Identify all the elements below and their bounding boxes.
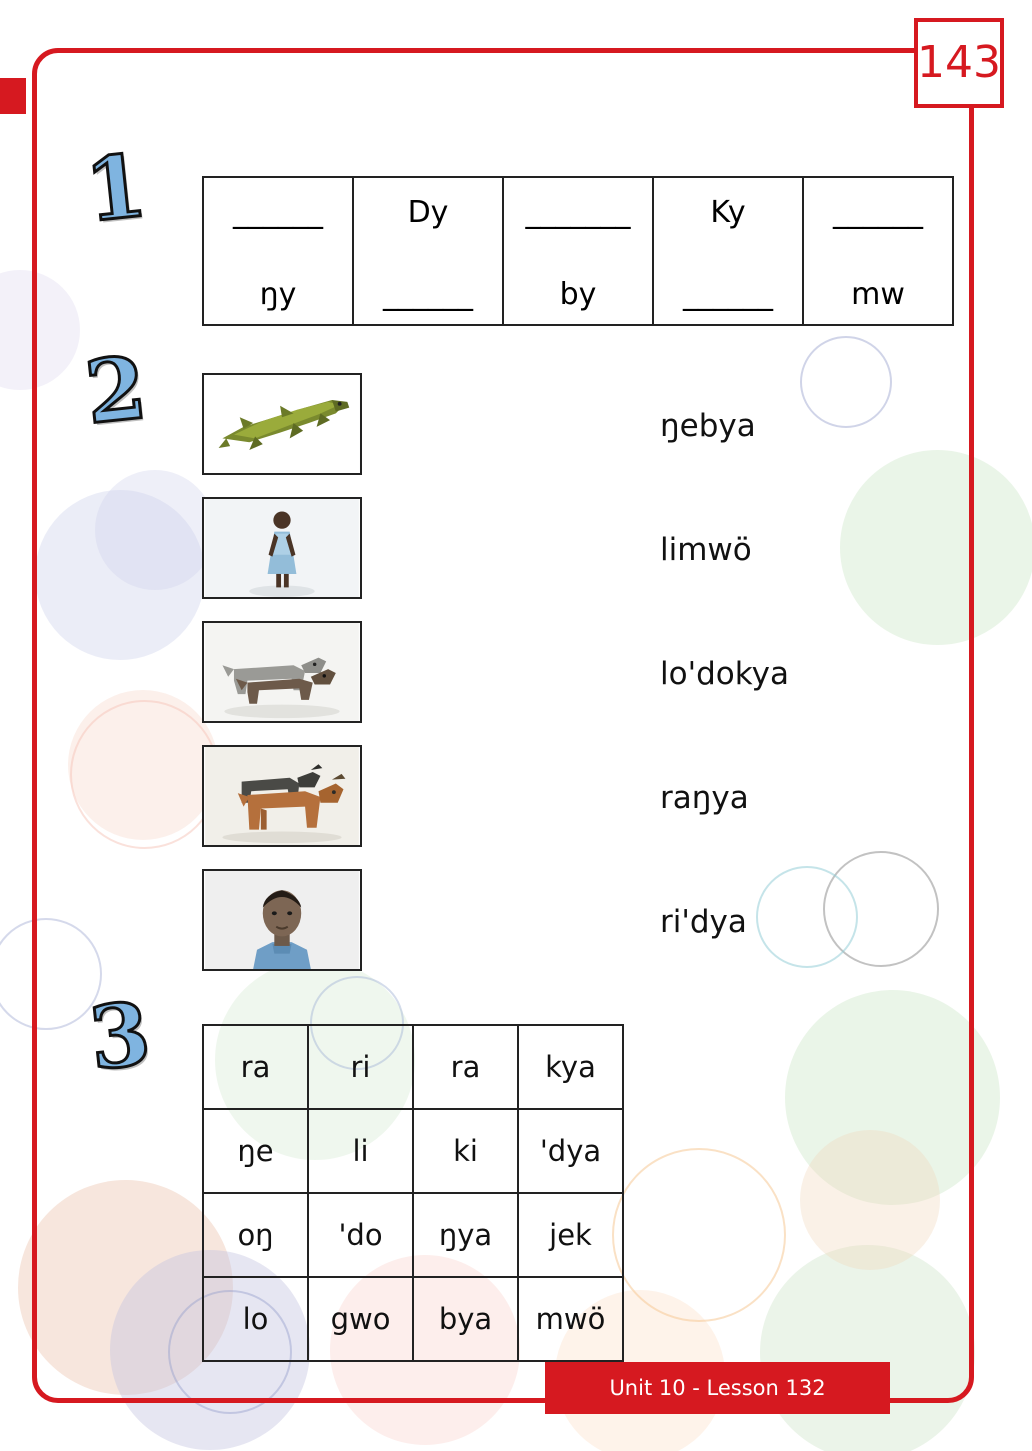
word-label: limwö [660,532,752,568]
syllable-cell: oŋ [203,1193,308,1277]
table-row [203,1025,623,1109]
syllable-cell: ri [308,1025,413,1109]
word-label: lo'dokya [660,656,789,692]
ex1-cell-bottom: by [559,277,597,312]
page-number: 143 [917,37,1001,88]
decorative-ring [70,700,219,849]
ex1-cell-bottom: ______ [683,277,773,312]
ex1-cell-bottom: ŋy [259,277,297,312]
exercise-number-1: 1 [80,135,151,242]
syllable-cell: ra [413,1025,518,1109]
exercise-3-table [202,1024,624,1362]
decorative-bubble [18,1180,233,1395]
syllable-cell: 'do [308,1193,413,1277]
decorative-ring [800,336,892,428]
decorative-bubble [760,1245,975,1451]
decorative-bubble [840,450,1032,645]
syllable-cell: ki [413,1109,518,1193]
syllable-cell: ŋya [413,1193,518,1277]
exercise-number-3: 3 [84,983,155,1090]
decorative-bubble [800,1130,940,1270]
ex1-cell-top: Ky [710,195,746,230]
ex1-cell-bottom: mw [851,277,905,312]
picture-crocodile [202,373,362,475]
decorative-ring [823,851,939,967]
exercise-1-table [202,176,954,326]
ex1-cell [803,177,953,325]
decorative-bubble [95,470,215,590]
ex1-cell-top: ______ [833,195,923,230]
syllable-cell: 'dya [518,1109,623,1193]
syllable-cell: li [308,1109,413,1193]
woman-standing-icon [204,499,360,597]
exercise-number-2: 2 [80,337,151,444]
syllable-cell: ŋe [203,1109,308,1193]
picture-woman [202,497,362,599]
page-number-box [914,18,1004,108]
ex1-cell-top: Dy [407,195,449,230]
lesson-footer-label: Unit 10 - Lesson 132 [609,1376,826,1400]
table-row [203,177,953,325]
syllable-cell: lo [203,1277,308,1361]
boy-portrait-icon [204,871,360,969]
syllable-cell: kya [518,1025,623,1109]
word-label: ŋebya [660,408,756,444]
page-border-tab [0,78,26,114]
syllable-cell: gwo [308,1277,413,1361]
syllable-cell: jek [518,1193,623,1277]
picture-boy [202,869,362,971]
decorative-bubble [68,690,218,840]
ex1-cell-top: _______ [525,195,631,230]
decorative-ring [756,866,858,968]
ex1-cell-top: ______ [233,195,323,230]
word-label: ri'dya [660,904,747,940]
dogs-icon [204,623,360,721]
table-row [203,1109,623,1193]
crocodile-icon [204,375,360,473]
ex1-cell-bottom: ______ [383,277,473,312]
table-row [203,1277,623,1361]
decorative-bubble [785,990,1000,1205]
syllable-cell: bya [413,1277,518,1361]
ex1-cell [203,177,353,325]
decorative-bubble [0,270,80,390]
ex1-cell [353,177,503,325]
decorative-bubble [35,490,205,660]
word-label: raŋya [660,780,749,816]
cattle-icon [204,747,360,845]
ex1-cell [653,177,803,325]
picture-cattle [202,745,362,847]
syllable-cell: mwö [518,1277,623,1361]
table-row [203,1193,623,1277]
picture-dogs [202,621,362,723]
decorative-ring [612,1148,786,1322]
lesson-footer [545,1362,890,1414]
syllable-cell: ra [203,1025,308,1109]
ex1-cell [503,177,653,325]
